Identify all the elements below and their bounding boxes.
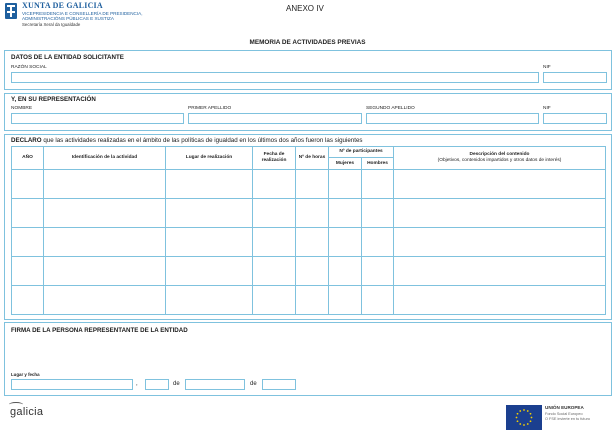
col-descripcion-title: Descripción del contenido (469, 152, 530, 157)
cell-mujeres[interactable] (329, 257, 362, 286)
cell-descripcion[interactable] (394, 257, 606, 286)
cell-identificacion[interactable] (44, 199, 166, 228)
eu-star (527, 410, 529, 412)
declaration-title-bold: DECLARO (11, 137, 42, 144)
cell-hombres[interactable] (362, 286, 394, 315)
cell-identificacion[interactable] (44, 286, 166, 315)
eu-star (523, 424, 525, 426)
cell-fecha[interactable] (253, 286, 296, 315)
eu-star (527, 423, 529, 425)
annex-label: ANEXO IV (286, 4, 324, 13)
eu-star (531, 417, 533, 419)
eu-star (517, 420, 519, 422)
cell-mujeres[interactable] (329, 228, 362, 257)
declaration-section (4, 134, 612, 320)
cell-fecha[interactable] (253, 228, 296, 257)
nombre-label: NOMBRE (11, 106, 33, 111)
table-row (12, 170, 606, 199)
applicant-section (4, 50, 612, 90)
de-separator-1: de (173, 381, 180, 387)
place-field[interactable] (11, 379, 133, 390)
cell-hombres[interactable] (362, 199, 394, 228)
representative-title: Y, EN SU REPRESENTACIÓN (11, 96, 96, 103)
cell-lugar[interactable] (166, 170, 253, 199)
razon-social-label: RAZÓN SOCIAL (11, 65, 47, 70)
primer-apellido-field[interactable] (188, 113, 362, 124)
year-field[interactable] (262, 379, 296, 390)
cell-identificacion[interactable] (44, 170, 166, 199)
cell-mujeres[interactable] (329, 199, 362, 228)
galicia-logo: galicia (10, 406, 44, 418)
org-dept-line2: ADMINISTRACIÓNS PÚBLICAS E XUSTIZA (22, 16, 114, 22)
org-dept-line1: VICEPRESIDENCIA E CONSELLERÍA DE PRESIDENCIA, (22, 11, 143, 16)
org-secretariat: Secretaría Xeral da Igualdade (22, 22, 81, 27)
declaration-title-text: que las actividades realizadas en el ámbito de las políticas de igualdad en los últimos dos años fueron las siguientes (41, 137, 363, 144)
cell-ano[interactable] (12, 257, 44, 286)
col-horas: Nº de horas (296, 147, 329, 170)
org-department (22, 11, 172, 22)
cell-descripcion[interactable] (394, 199, 606, 228)
cell-hombres[interactable] (362, 257, 394, 286)
cell-ano[interactable] (12, 286, 44, 315)
applicant-nif-field[interactable] (543, 72, 607, 83)
cell-descripcion[interactable] (394, 170, 606, 199)
cell-fecha[interactable] (253, 170, 296, 199)
cell-mujeres[interactable] (329, 170, 362, 199)
cell-horas[interactable] (296, 286, 329, 315)
comma-separator: , (136, 381, 138, 387)
segundo-apellido-label: SEGUNDO APELLIDO (366, 106, 415, 111)
cell-fecha[interactable] (253, 199, 296, 228)
cell-horas[interactable] (296, 170, 329, 199)
cell-hombres[interactable] (362, 228, 394, 257)
cell-lugar[interactable] (166, 199, 253, 228)
cell-descripcion[interactable] (394, 286, 606, 315)
cell-horas[interactable] (296, 228, 329, 257)
eu-star (519, 410, 521, 412)
col-participantes: Nº de participantes (329, 147, 394, 158)
org-name: XUNTA DE GALICIA (22, 1, 103, 10)
table-row (12, 199, 606, 228)
eu-star (517, 413, 519, 415)
day-field[interactable] (145, 379, 169, 390)
declaration-title (11, 137, 363, 144)
eu-star (530, 413, 532, 415)
cell-mujeres[interactable] (329, 286, 362, 315)
de-separator-2: de (250, 381, 257, 387)
activities-table-body (12, 170, 606, 315)
eu-star (519, 423, 521, 425)
table-row (12, 286, 606, 315)
page-header (0, 0, 615, 38)
eu-star (530, 420, 532, 422)
col-descripcion-sub: (Objetivos, contenidos impartidos y otros datos de interés) (437, 158, 562, 163)
cell-lugar[interactable] (166, 286, 253, 315)
col-fecha: Fecha de realización (253, 147, 296, 170)
page-title: MEMORIA DE ACTIVIDADES PREVIAS (249, 39, 366, 46)
representative-nif-label: NIF (543, 106, 551, 111)
applicant-nif-label: NIF (543, 65, 551, 70)
applicant-title: DATOS DE LA ENTIDAD SOLICITANTE (11, 54, 124, 61)
col-hombres: Hombres (362, 158, 394, 170)
cell-identificacion[interactable] (44, 257, 166, 286)
month-field[interactable] (185, 379, 245, 390)
table-row (12, 228, 606, 257)
eu-name: UNIÓN EUROPEA (545, 405, 584, 410)
place-date-label: Lugar y fecha (11, 372, 40, 377)
representative-nif-field[interactable] (543, 113, 607, 124)
cell-horas[interactable] (296, 199, 329, 228)
primer-apellido-label: PRIMER APELLIDO (188, 106, 232, 111)
col-lugar: Lugar de realización (166, 147, 253, 170)
representative-section (4, 93, 612, 131)
cell-descripcion[interactable] (394, 228, 606, 257)
razon-social-field[interactable] (11, 72, 539, 83)
cell-identificacion[interactable] (44, 228, 166, 257)
activities-table (11, 146, 606, 315)
cell-lugar[interactable] (166, 228, 253, 257)
eu-line2: O FSE invierte en tu futuro (545, 417, 590, 421)
nombre-field[interactable] (11, 113, 184, 124)
col-identificacion: Identificación de la actividad (44, 147, 166, 170)
cell-ano[interactable] (12, 170, 44, 199)
cell-fecha[interactable] (253, 257, 296, 286)
col-mujeres: Mujeres (329, 158, 362, 170)
signature-title: FIRMA DE LA PERSONA REPRESENTANTE DE LA ENTIDAD (11, 327, 188, 334)
signature-section (4, 322, 612, 396)
cell-horas[interactable] (296, 257, 329, 286)
segundo-apellido-field[interactable] (366, 113, 539, 124)
eu-line1: Fondo Social Europeo (545, 412, 583, 416)
cell-ano[interactable] (12, 228, 44, 257)
col-descripcion (394, 147, 606, 170)
table-row (12, 257, 606, 286)
col-ano: AÑO (12, 147, 44, 170)
xunta-shield-icon (4, 2, 18, 20)
eu-flag-icon (506, 405, 542, 430)
eu-star (516, 417, 518, 419)
eu-star (523, 409, 525, 411)
cell-hombres[interactable] (362, 170, 394, 199)
cell-lugar[interactable] (166, 257, 253, 286)
cell-ano[interactable] (12, 199, 44, 228)
